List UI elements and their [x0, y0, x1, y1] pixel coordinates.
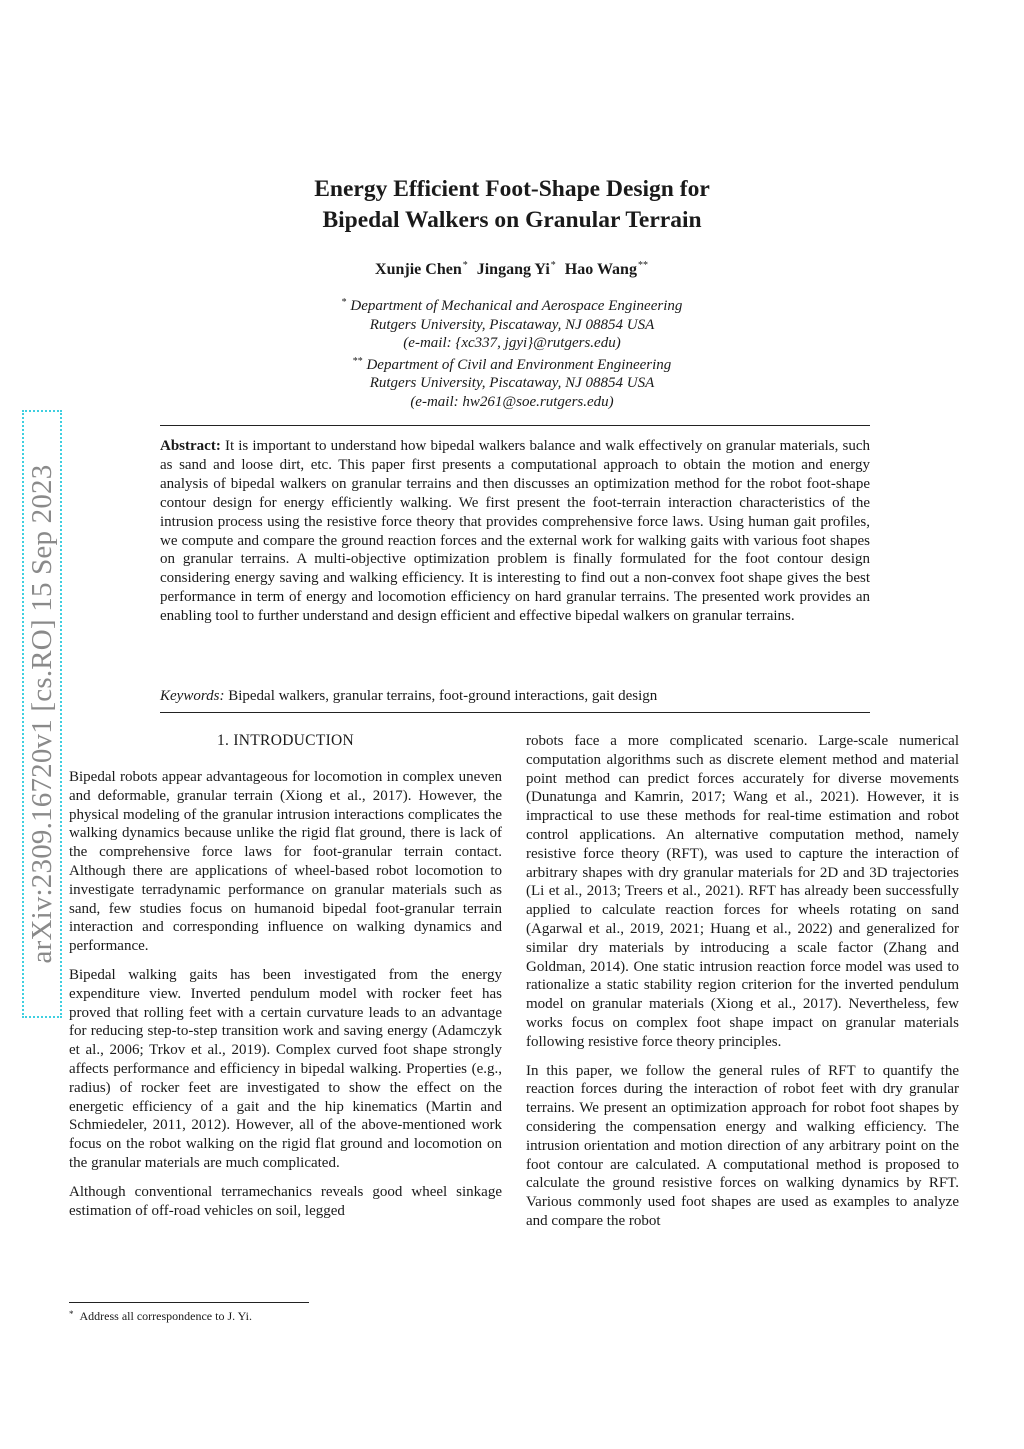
abstract-label: Abstract:: [160, 438, 221, 454]
affiliation-line: * Department of Mechanical and Aerospace Engineering: [341, 297, 683, 314]
author-name: Xunjie Chen: [375, 261, 462, 278]
footnote-text: Address all correspondence to J. Yi.: [79, 1309, 253, 1323]
footnote: [69, 1306, 502, 1324]
affiliation-line: ** Department of Civil and Environment Engineering: [352, 355, 672, 373]
paragraph: robots face a more complicated scenario. Large-scale numerical computation algorithms such as discrete element method and material point method can predict forces accurately for diverse movements (Dunatunga and Kamrin, 2017; Wang et al., 2021). However, it is impractical to use these methods for real-time estimation and robot control applications. An alternative computation method, namely resistive force theory (RFT), was used to capture the interaction of arbitrary shapes with dry granular materials for 2D and 3D trajectories (Li et al., 2013; Treers et al., 2021). RFT has already been successfully applied to calculate reaction forces for wheels rotating on sand (Agarwal et al., 2019, 2021; Huang et al., 2022) and generalized for similar dry materials by introducing a scale factor (Zhang and Goldman, 2014). One static intrusion reaction force model was used to rationalize a static stability region criterion for the inverted pendulum model on granular materials (Xiong et al., 2017). Nevertheless, few works focus on complex foot shape impact on granular materials following resistive force theory principles.: [526, 733, 959, 1050]
author-list: [160, 255, 864, 281]
paragraph: Although conventional terramechanics reveals good wheel sinkage estimation of off-road vehicles on soil, legged: [69, 1183, 502, 1219]
abstract-bottom-rule: [160, 712, 870, 713]
arxiv-stamp: arXiv:2309.16720v1 [cs.RO] 15 Sep 2023: [26, 464, 58, 964]
author-mark: *: [550, 260, 556, 271]
affiliation-line: Rutgers University, Piscataway, NJ 08854 USA: [369, 375, 655, 392]
abstract-top-rule: [160, 425, 870, 426]
author-name: Jingang Yi: [476, 261, 550, 278]
author-name: Hao Wang: [564, 261, 637, 278]
left-column: [69, 768, 502, 1230]
affiliation-email: (e-mail: hw261@soe.rutgers.edu): [410, 393, 614, 410]
abstract-text: It is important to understand how bipedal walkers balance and walk effectively on granular materials, such as sand and loose dirt, etc. This paper first presents a computational approach to obtain the motion and energy analysis of bipedal walkers on granular terrains and then discusses an optimization method for the robot foot-shape contour design for energy efficiently walking. We first present the foot-terrain interaction characteristics of the intrusion process using the resistive force theory that provides comprehensive force laws. Using human gait profiles, we compute and compare the ground reaction forces and the external work for walking gaits with various foot shapes on granular terrains. A multi-objective optimization problem is finally formulated for the foot contour design considering energy saving and walking efficiency. It is interesting to find out a non-convex foot shape gives the best performance in term of energy and locomotion efficiency on hard granular terrains. The presented work provides an enabling tool to further understand and design efficient and effective bipedal walkers on granular terrains.: [160, 438, 871, 625]
title-line-2: Bipedal Walkers on Granular Terrain: [322, 207, 702, 233]
keywords: [160, 687, 870, 706]
section-heading: 1. INTRODUCTION: [216, 732, 355, 749]
abstract: [160, 437, 870, 626]
footnote-mark: *: [69, 1309, 74, 1319]
affiliation-mark: **: [352, 355, 363, 367]
right-column: [526, 732, 959, 1241]
affiliation-mark: *: [341, 297, 347, 308]
paper-title: [160, 174, 864, 236]
keywords-label: Keywords:: [160, 688, 225, 704]
paragraph: Bipedal robots appear advantageous for locomotion in complex uneven and deformable, granular terrain (Xiong et al., 2017). However, the physical modeling of the granular intrusion interactions complicates the walking dynamics because unlike the rigid flat ground, there is lack of the comprehensive force laws for foot-granular terrain contact. Although there are applications of wheel-based robot locomotion to investigate terradynamic performance on granular materials such as sand, few studies focus on humanoid bipedal foot-granular terrain interaction and corresponding influence on walking dynamics and performance.: [69, 769, 502, 955]
author-mark: **: [637, 260, 648, 271]
keywords-text: Bipedal walkers, granular terrains, foot-ground interactions, gait design: [228, 688, 658, 704]
affiliations: [160, 294, 864, 412]
footnote-rule: [69, 1302, 309, 1303]
title-line-1: Energy Efficient Foot-Shape Design for: [314, 176, 710, 202]
paragraph: In this paper, we follow the general rules of RFT to quantify the reaction forces during the interaction of robot feet with dry granular terrains. We present an optimization approach for robot foot shapes by considering the compensation energy and walking efficiency. The intrusion orientation and motion direction of any arbitrary point on the foot contour are calculated. A computational method is proposed to calculate the ground resistive forces on walking dynamics by RFT. Various commonly used foot shapes are used as examples to analyze and compare the robot: [526, 1062, 959, 1229]
author-mark: *: [462, 260, 468, 271]
affiliation-line: Rutgers University, Piscataway, NJ 08854 USA: [369, 316, 655, 333]
affiliation-email: (e-mail: {xc337, jgyi}@rutgers.edu): [403, 335, 621, 352]
paragraph: Bipedal walking gaits has been investigated from the energy expenditure view. Inverted pendulum model with rocker feet has proved that rolling feet with a certain curvature leads to an advantage for reducing step-to-step transition work and saving energy (Adamczyk et al., 2006; Trkov et al., 2019). Complex curved foot shape strongly affects performance and efficiency in bipedal walking. Properties (e.g., radius) of rocker feet are investigated to show the effect on the energetic efficiency of a gait and the hip kinematics (Martin and Schmiedeler, 2011, 2012). However, all of the above-mentioned work focus on the robot walking on the rigid flat ground and locomotion on the granular materials are much complicated.: [69, 966, 502, 1171]
